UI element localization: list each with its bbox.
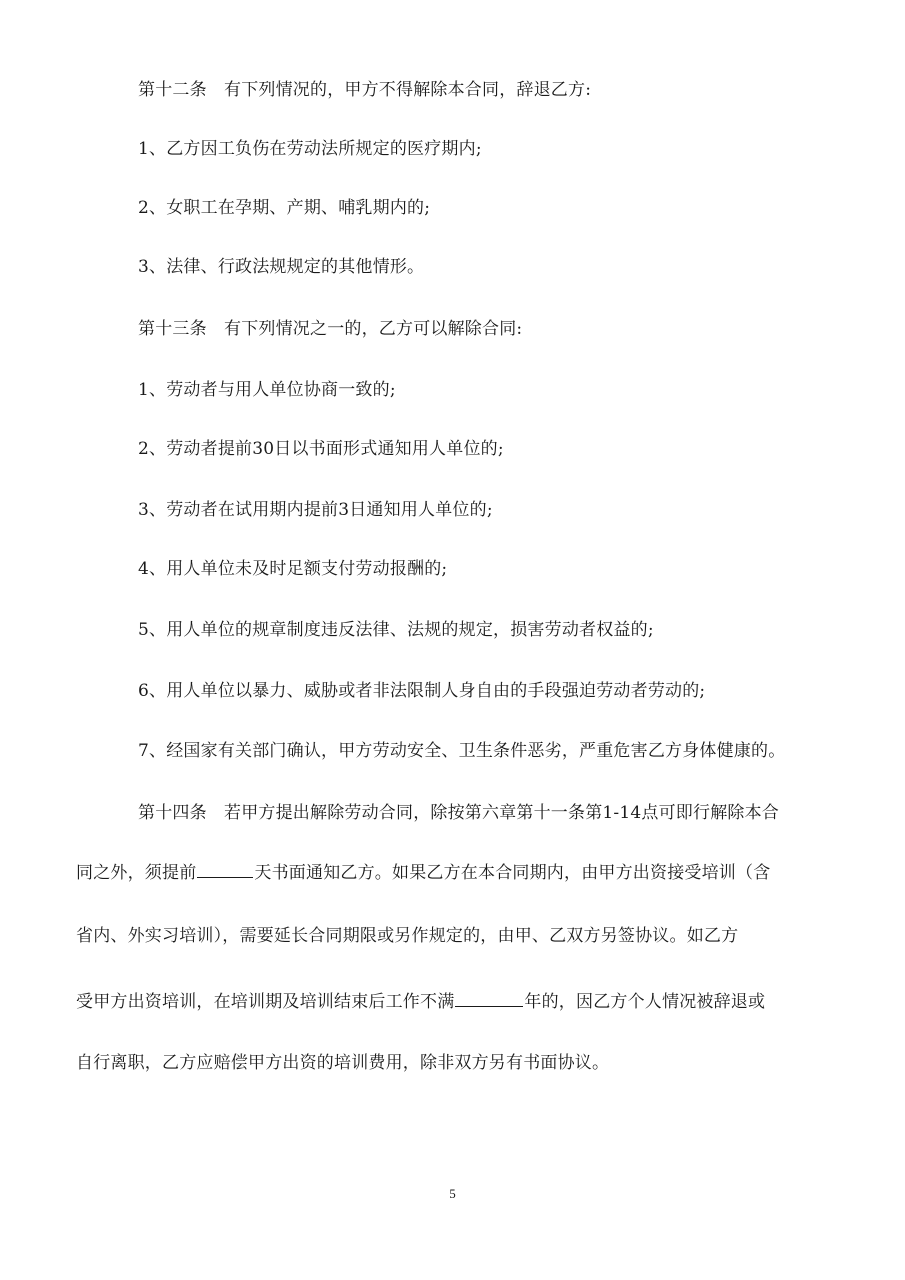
article-13-item-3: 3、劳动者在试用期内提前3日通知用人单位的; [138, 500, 493, 520]
article-12-item-2: 2、女职工在孕期、产期、哺乳期内的; [138, 198, 431, 218]
article-13-item-2: 2、劳动者提前30日以书面形式通知用人单位的; [138, 439, 504, 459]
article-14-line-5: 自行离职，乙方应赔偿甲方出资的培训费用，除非双方另有书面协议。 [76, 1053, 610, 1073]
article-12-heading: 第十二条 有下列情况的，甲方不得解除本合同，辞退乙方: [138, 80, 592, 100]
notice-days-blank [197, 861, 253, 878]
article-13-item-4: 4、用人单位未及时足额支付劳动报酬的; [138, 559, 448, 579]
service-years-blank [455, 990, 523, 1007]
article-13-item-7: 7、经国家有关部门确认，甲方劳动安全、卫生条件恶劣，严重危害乙方身体健康的。 [138, 741, 786, 761]
article-12-item-1: 1、乙方因工负伤在劳动法所规定的医疗期内; [138, 139, 482, 159]
article-14-line-4-before: 受甲方出资培训，在培训期及培训结束后工作不满 [76, 992, 455, 1012]
article-14-line-2-before: 同之外，须提前 [76, 863, 197, 883]
page-number: 5 [449, 1186, 456, 1201]
article-13-heading: 第十三条 有下列情况之一的，乙方可以解除合同: [138, 319, 523, 339]
article-13-item-1: 1、劳动者与用人单位协商一致的; [138, 380, 396, 400]
article-13-item-6: 6、用人单位以暴力、威胁或者非法限制人身自由的手段强迫劳动者劳动的; [138, 681, 706, 701]
article-14-line-2 [76, 861, 770, 884]
article-13-item-5: 5、用人单位的规章制度违反法律、法规的规定，损害劳动者权益的; [138, 620, 654, 640]
article-14-line-4-after: 年的，因乙方个人情况被辞退或 [524, 992, 766, 1012]
article-12-item-3: 3、法律、行政法规规定的其他情形。 [138, 257, 425, 277]
article-14-line-4 [76, 990, 765, 1013]
article-14-line-1: 第十四条 若甲方提出解除劳动合同，除按第六章第十一条第1-14点可即行解除本合 [138, 803, 779, 823]
article-14-line-3: 省内、外实习培训），需要延长合同期限或另作规定的，由甲、乙双方另签协议。如乙方 [76, 926, 739, 946]
article-14-line-2-after: 天书面通知乙方。如果乙方在本合同期内，由甲方出资接受培训（含 [254, 863, 771, 883]
